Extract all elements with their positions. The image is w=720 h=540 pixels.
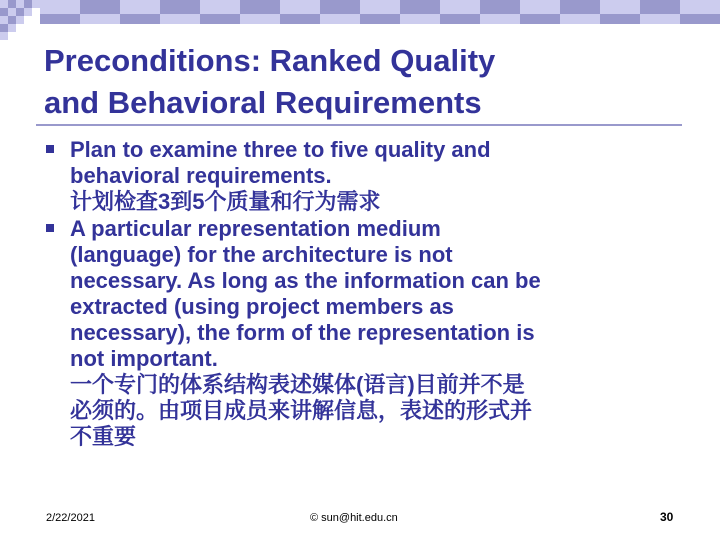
banner-square xyxy=(16,16,24,24)
banner-square xyxy=(680,14,720,24)
banner-square xyxy=(520,14,560,24)
banner-square xyxy=(16,8,24,16)
banner-square xyxy=(360,14,400,24)
bullet-line: 一个专门的体系结构表述媒体(语言)目前并不是 xyxy=(70,372,525,397)
banner-square xyxy=(40,0,80,14)
bullet-item xyxy=(44,216,684,450)
bullet-line: not important. xyxy=(70,346,218,371)
bullet-line: (language) for the architecture is not xyxy=(70,242,453,267)
bullet-line: Plan to examine three to five quality and xyxy=(70,137,491,162)
banner-square xyxy=(240,14,280,24)
banner-square xyxy=(0,0,8,8)
slide-title xyxy=(44,40,684,124)
bullet-line: 计划检查3到5个质量和行为需求 xyxy=(70,189,381,214)
banner-square xyxy=(680,0,720,14)
banner-square xyxy=(8,24,16,32)
banner-square xyxy=(560,0,600,14)
banner-square xyxy=(440,14,480,24)
banner-square xyxy=(400,0,440,14)
banner-square xyxy=(160,14,200,24)
bullet-line: extracted (using project members as xyxy=(70,294,454,319)
bullet-line: behavioral requirements. xyxy=(70,163,332,188)
banner-square xyxy=(160,0,200,14)
banner-square xyxy=(120,0,160,14)
bullet-line: 不重要 xyxy=(70,424,137,449)
square-bullet-icon xyxy=(46,224,54,232)
banner-square xyxy=(16,0,24,8)
banner-square xyxy=(200,0,240,14)
banner-square xyxy=(120,14,160,24)
banner-square xyxy=(320,0,360,14)
banner-square xyxy=(360,0,400,14)
banner-square xyxy=(640,0,680,14)
footer-email: © sun@hit.edu.cn xyxy=(310,512,398,524)
banner-square xyxy=(8,0,16,8)
banner-square xyxy=(0,24,8,32)
banner-square xyxy=(80,14,120,24)
bullet-text xyxy=(70,216,684,450)
bullet-line: A particular representation medium xyxy=(70,216,441,241)
title-line: and Behavioral Requirements xyxy=(44,85,482,120)
bullet-list xyxy=(44,137,684,451)
banner-square xyxy=(80,0,120,14)
banner-square xyxy=(600,0,640,14)
bullet-line: necessary), the form of the representation is xyxy=(70,320,535,345)
banner-square xyxy=(480,0,520,14)
banner-square xyxy=(520,0,560,14)
bullet-line: 必须的。由项目成员来讲解信息，表述的形式并 xyxy=(70,398,533,423)
banner-square xyxy=(24,0,32,8)
banner-square xyxy=(8,16,16,24)
banner-square xyxy=(480,14,520,24)
bullet-line: necessary. As long as the information can be xyxy=(70,268,541,293)
banner-square xyxy=(440,0,480,14)
checkered-banner xyxy=(0,0,720,42)
banner-square xyxy=(280,0,320,14)
banner-square xyxy=(400,14,440,24)
title-line: Preconditions: Ranked Quality xyxy=(44,43,496,78)
banner-square xyxy=(280,14,320,24)
page-number: 30 xyxy=(660,510,674,524)
title-divider xyxy=(36,124,682,126)
banner-square xyxy=(0,16,8,24)
banner-square xyxy=(600,14,640,24)
banner-square xyxy=(24,8,32,16)
banner-square xyxy=(560,14,600,24)
bullet-text xyxy=(70,137,684,215)
banner-square xyxy=(0,8,8,16)
banner-square xyxy=(240,0,280,14)
footer-date: 2/22/2021 xyxy=(46,512,95,524)
banner-square xyxy=(640,14,680,24)
banner-square xyxy=(0,32,8,40)
banner-square xyxy=(200,14,240,24)
banner-square xyxy=(320,14,360,24)
banner-square xyxy=(32,0,40,8)
bullet-item xyxy=(44,137,684,215)
banner-square xyxy=(8,8,16,16)
banner-square xyxy=(40,14,80,24)
square-bullet-icon xyxy=(46,145,54,153)
